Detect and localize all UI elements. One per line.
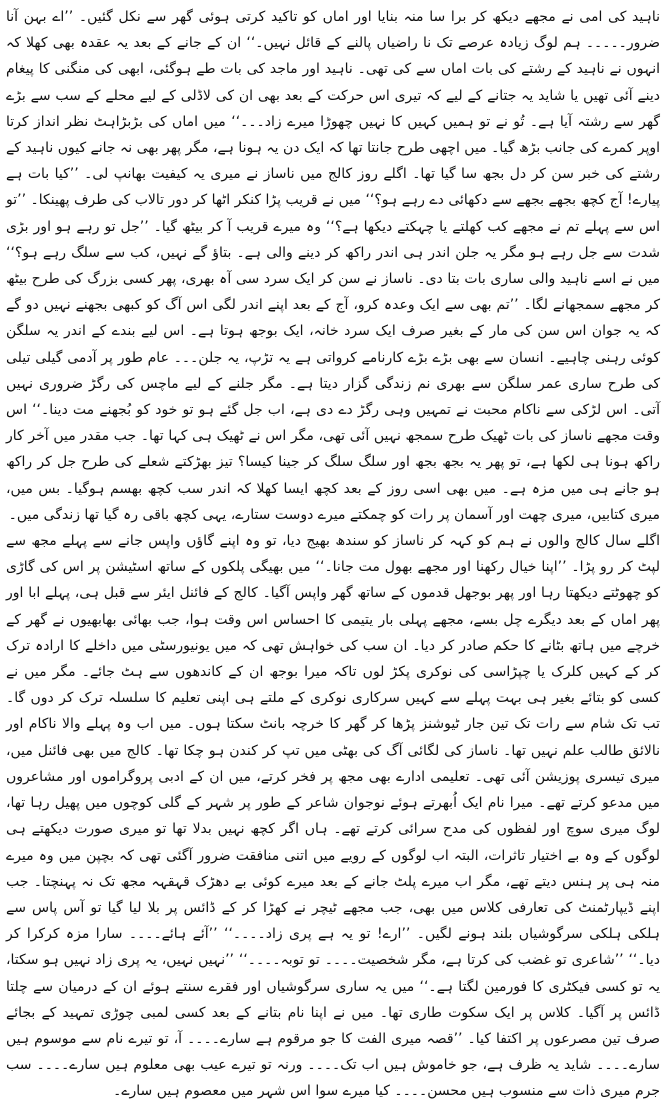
paragraph-2: اگلے سال کالج والوں نے ہم کو کہہ کر ناساز کو سندھ بھیج دیا، تو وہ اپنے گاؤں واپس جانے سے پہلے مجھ سے لپٹ کر رو پڑا۔ ’’اپنا خیال رکھنا اور مجھے بھول مت جانا۔‘‘ میں بھیگی پلکوں کے ساتھ اسٹیشن پر اس کی گاڑی کو چھوٹتے دیکھتا رہا اور پھر بوجھل قدموں کے ساتھ گھر واپس آگیا۔ کالج کے فائنل ایئر سے قبل ہی، پہلے ابا اور پھر اماں کے بعد دیگرے چل بسے، مجھے پہلی بار یتیمی کا احساس اس وقت ہوا، جب بھائی بھابھیوں نے گھر کے خرچے میں ہاتھ بٹانے کا حکم صادر کر دیا۔ ان سب کی خواہش تھی کہ میں یونیورسٹی میں داخلے کا ارادہ ترک کر کے کہیں کلرک یا چپڑاسی کی نوکری پکڑ لوں تاکہ میرا بوجھ ان کے کاندھوں سے ہٹ جائے۔ مگر میں نے کسی کو بتائے بغیر ہی بہت پہلے سے کہیں سرکاری نوکری کے ملتے ہی اپنی تعلیم کا سلسلہ ترک کر دوں گا۔ تب تک شام سے رات تک تین جار ٹیوشنز پڑھا کر گھر کا خرچہ بانٹ سکتا ہوں۔ میں اب وہ پہلے والا ناکام اور نالائق طالب علم نہیں تھا۔ ناساز کی لگائی آگ کی بھٹی میں تپ کر کندن ہو چکا تھا۔ کالج میں بھی فائنل میں، میری تیسری پوزیشن آئی تھی۔ تعلیمی ادارے بھی مجھ پر فخر کرتے، میں ان کے ادبی پروگراموں اور مشاعروں میں مدعو کرتے تھے۔ میرا نام ایک اُبھرتے ہوئے نوجوان شاعر کے طور پر شہر کے گلی کوچوں میں پھیل رہا تھا، لوگ میری سوچ اور لفظوں کی مدح سرائی کرتے تھے۔ ہاں اگر کچھ نہیں بدلا تھا تو میری صورت دیکھتے ہی لوگوں کے وہ بے اختیار تاثرات، البتہ اب لوگوں کے رویے میں اتنی منافقت ضرور آگئی تھی کہ بچپن میں وہ میرے منہ ہی پر ہنس دیتے تھے، مگر اب میرے پلٹ جانے کے بعد میرے کوئی بے دھڑک قہقہہ مجھ تک نہ پہنچتا۔ جب اپنے ڈیپارٹمنٹ کی تعارفی کلاس میں بھی، جب مجھے ٹیچر نے کھڑا کر کے ڈائس پر بلا لیا گیا تو آس پاس سے ہلکی ہلکی سرگوشیاں بلند ہونے لگیں۔ ’’ارے! تو یہ ہے پری زاد۔۔۔۔‘‘ ’’آئے ہائے۔۔۔۔ سارا مزہ کرکرا کر دیا۔‘‘ ’’شاعری تو غضب کی کرتا ہے، مگر شخصیت۔۔۔۔ تو توبہ۔۔۔۔‘‘ ’’نہیں نہیں، یہ پری زاد نہیں ہو سکتا، یہ تو کسی فیکٹری کا فورمین لگتا ہے۔‘‘ میں یہ ساری سرگوشیاں اور فقرے سنتے ہوئے ان کے درمیان سے چلتا ڈائس پر آگیا۔ کلاس پر ایک سکوت طاری تھا۔ میں نے اپنا نام بتانے کے بعد کسی لمبی چوڑی تمہید کے بجائے صرف تین مصرعوں پر اکتفا کیا۔ ’’قصہ میری الفت کا جو مرقوم ہے سارے۔۔۔۔ آ، تو تیرے نام سے موسوم ہیں سارے۔۔۔۔ شاید یہ ظرف ہے، جو خاموش ہیں اب تک۔۔۔۔ ورنہ تو تیرے عیب بھی معلوم ہیں سارے۔۔۔۔ سب جرم میری ذات سے منسوب ہیں محسن۔۔۔۔ کیا میرے سوا اس شہر میں معصوم ہیں سارے۔ <box>6 533 660 1100</box>
paragraph-1: ناہید کی امی نے مجھے دیکھ کر برا سا منہ بنایا اور اماں کو تاکید کرتی ہوئی گھر سے نکل گئیں۔ ’’اے بہن آنا ضرور۔۔۔۔۔ ہم لوگ زیادہ عرصے تک نا راضیاں پالنے کے قائل نہیں۔‘‘ ان کے جانے کے بعد یہ عقدہ بھی کھلا کہ انہوں نے ناہید کے رشتے کی بات اماں سے کی تھی۔ ناہید اور ماجد کی بات طے ہوگئی، ابھی کی منگنی کا پیغام دینے آئی تھیں یا شاید یہ جتانے کے لیے کہ تیری اس حرکت کے بعد بھی ان کی لاڈلی کے لیے محلے کے سب سے بڑے گھر سے رشتہ آیا ہے۔ تُو نے تو ہمیں کہیں کا نہیں چھوڑا میرے زاد۔۔۔‘‘ میں اماں کی بڑبڑاہٹ نظر انداز کرتا اوپر کمرے کی جانب بڑھ گیا۔ میں اچھی طرح جانتا تھا کہ ایک دن یہ ہونا ہے، مگر پھر بھی نہ جانے کیوں ناہید کے رشتے کی خبر سن کر دل بجھ سا گیا تھا۔ اگلے روز کالج میں ناساز نے میری یہ کیفیت بھانپ لی۔ ’’کیا بات ہے پیارے! آج کچھ بجھے بجھے سے دکھائی دے رہے ہو؟‘‘ میں نے قریب پڑا کنکر اٹھا کر دور تالاب کی طرف پھینکا۔ ’’تو اس سے پہلے تم نے مجھے کب کھلتے یا چہکتے دیکھا ہے؟‘‘ وہ میرے قریب آ کر بیٹھ گیا۔ ’’جل تو رہے ہو اور بڑی شدت سے جل رہے ہو مگر یہ جلن اندر ہی اندر راکھ کر دینے والی ہے۔ بتاؤ گے نہیں، کب سے سلگ رہے ہو؟‘‘ میں نے اسے ناہید والی ساری بات بتا دی۔ ناساز نے سن کر ایک سرد سی آہ بھری، پھر کسی بزرگ کی طرح بیٹھ کر مجھے سمجھانے لگا۔ ’’تم بھی سے ایک وعدہ کرو، آج کے بعد اپنے اندر لگی اس آگ کو کبھی بجھنے نہیں دو گے کہ یہ جوان اس سن کی مار کے بغیر صرف ایک سرد خانہ، ایک بوجھ ہوتا ہے۔ اس لیے بندے کے اندر یہ سلگن کوئی رہنی چاہیے۔ انسان سے بھی بڑے بڑے کارنامے کرواتی ہے یہ تڑپ، یہ جلن۔۔۔ عام طور پر آدمی گیلی تیلی کی طرح ساری عمر سلگن سے بھری نم زندگی گزار دیتا ہے۔ مگر جلنے کے لیے ماچس کی رگڑ ضروری نہیں آتی۔ اس لڑکی سے ناکام محبت نے تمہیں وہی رگڑ دے دی ہے، اب جل گئے ہو تو خود کو بُجھنے مت دینا۔‘‘ اس وقت مجھے ناساز کی بات ٹھیک طرح سمجھ نہیں آئی تھی، مگر اس نے ٹھیک ہی کہا تھا۔ جب مقدر میں آخر کار راکھ ہونا ہی لکھا ہے، تو پھر یہ بجھ بجھ اور سلگ سلگ کر جینا کیسا؟ تیز بھڑکتے شعلے کی طرح جل کر راکھ ہو جانے ہی میں مزہ ہے۔ میں بھی اسی روز کے بعد کچھ ایسا کھلا کہ اندر سب کچھ بھسم ہوگیا۔ بس میں، میری کتابیں، میری چھت اور آسمان پر رات کو چمکتے میرے دوست ستارے، یہی کچھ باقی رہ گیا تھا زندگی میں۔ <box>6 9 660 523</box>
